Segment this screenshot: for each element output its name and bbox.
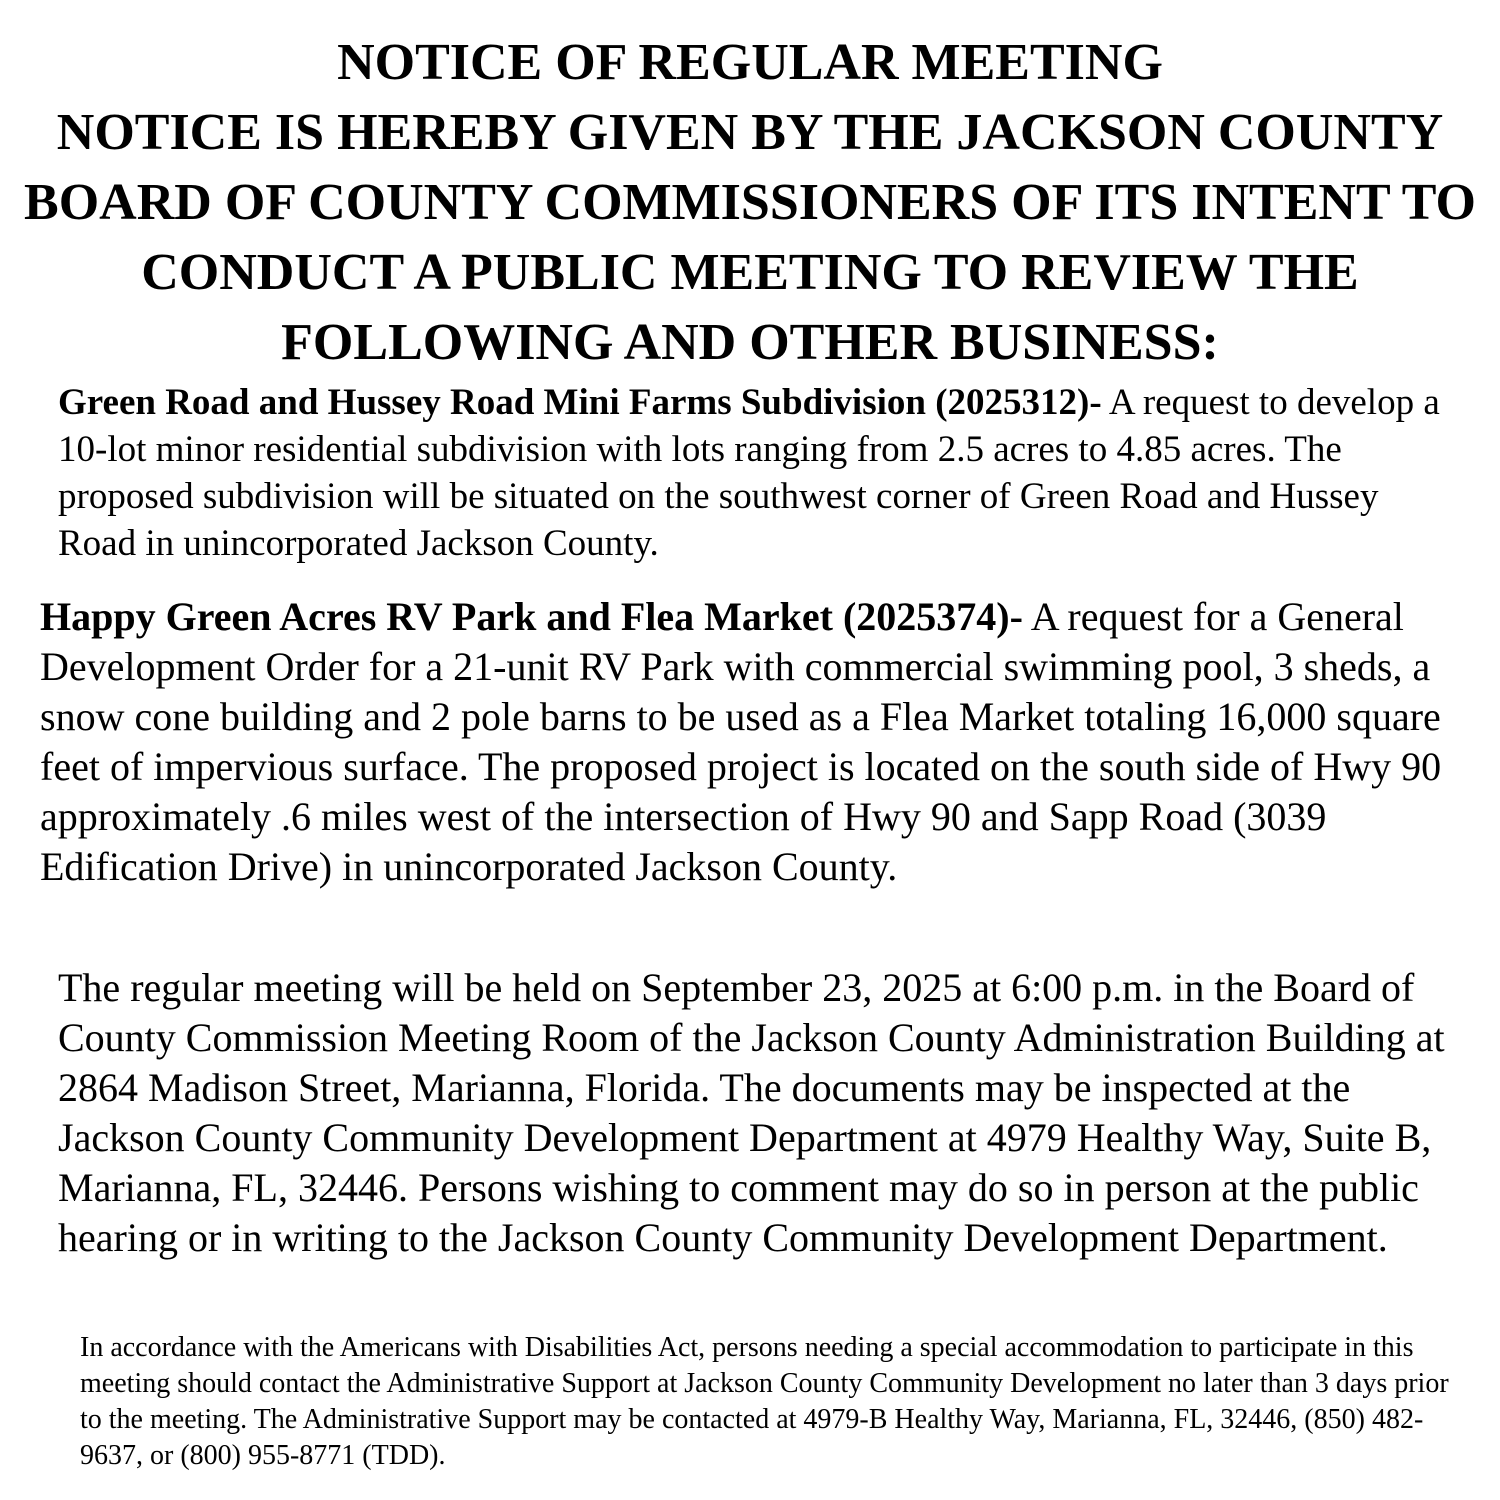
- notice-intro-line-2: BOARD OF COUNTY COMMISSIONERS OF ITS INTENT TO: [24, 174, 1476, 231]
- ada-accommodation-paragraph: In accordance with the Americans with Disabilities Act, persons needing a special accommodation to participate in this meeting should contact the Administrative Support at Jackson County Community Development no later than 3 days prior to the meeting. The Administrative Support may be contacted at 4979-B Healthy Way, Marianna, FL, 32446, (850) 482-9637, or (800) 955-8771 (TDD).: [80, 1332, 1449, 1471]
- meeting-details-paragraph: The regular meeting will be held on September 23, 2025 at 6:00 p.m. in the Board of County Commission Meeting Room of the Jackson County Administration Building at 2864 Madison Street, Marianna, Florida. The documents may be inspected at the Jackson County Community Development Department at 4979 Healthy Way, Suite B, Marianna, FL, 32446. Persons wishing to comment may do so in person at the public hearing or in writing to the Jackson County Community Development Department.: [58, 965, 1445, 1260]
- notice-intro-line-4: FOLLOWING AND OTHER BUSINESS:: [281, 314, 1219, 371]
- agenda-item-happy-green-acres: [40, 592, 1480, 892]
- agenda-item-body: A request to develop a 10-lot minor residential subdivision with lots ranging from 2.5 acres to 4.85 acres. The proposed subdivision will be situated on the southwest corner of Green Road and Hussey Road in unincorporated Jackson County.: [58, 382, 1440, 564]
- agenda-item-body: A request for a General Development Order for a 21-unit RV Park with commercial swimming pool, 3 sheds, a snow cone building and 2 pole barns to be used as a Flea Market totaling 16,000 square feet of impervious surface. The proposed project is located on the south side of Hwy 90 approximately .6 miles west of the intersection of Hwy 90 and Sapp Road (3039 Edification Drive) in unincorporated Jackson County.: [40, 594, 1442, 889]
- notice-intro-line-1: NOTICE IS HEREBY GIVEN BY THE JACKSON COUNTY: [56, 104, 1444, 161]
- agenda-item-green-road: [58, 379, 1448, 567]
- agenda-item-heading: Green Road and Hussey Road Mini Farms Subdivision (2025312)-: [58, 382, 1102, 423]
- notice-heading: NOTICE OF REGULAR MEETING: [337, 34, 1163, 91]
- notice-intro-line-3: CONDUCT A PUBLIC MEETING TO REVIEW THE: [141, 244, 1359, 301]
- agenda-item-heading: Happy Green Acres RV Park and Flea Market (2025374)-: [40, 594, 1023, 639]
- notice-title-block: [0, 28, 1500, 378]
